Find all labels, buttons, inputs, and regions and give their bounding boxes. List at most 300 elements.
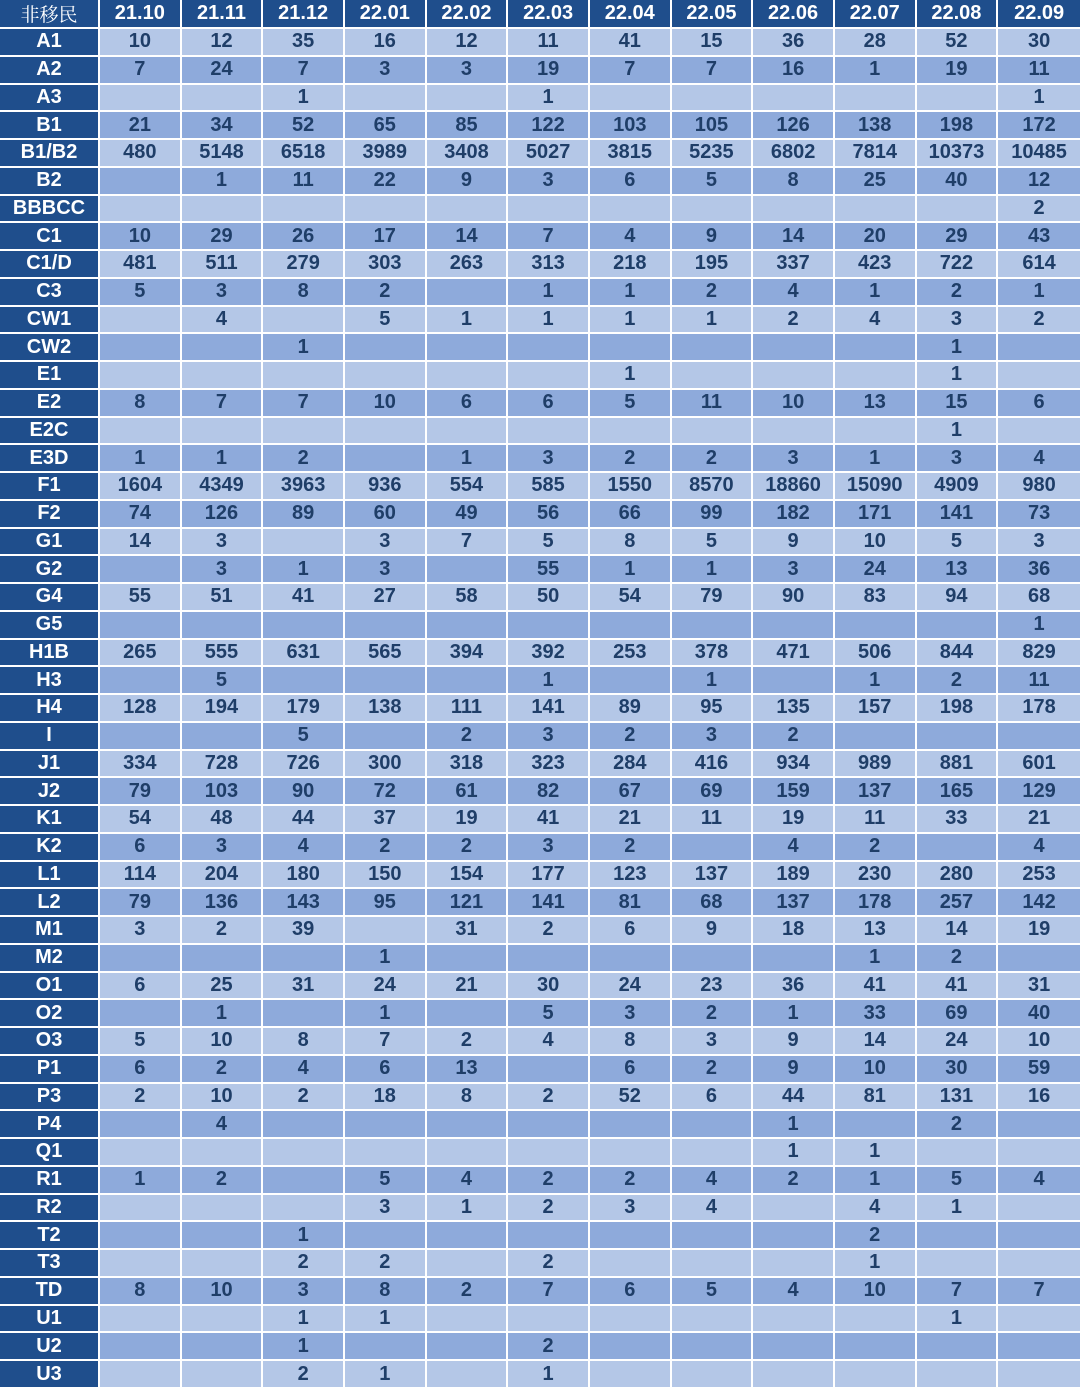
- count-cell: 1: [590, 279, 672, 307]
- count-cell: [917, 612, 999, 640]
- count-cell: 10: [345, 390, 427, 418]
- count-cell: 6: [100, 973, 182, 1001]
- visa-type-label: J1: [0, 751, 100, 779]
- count-cell: 2: [508, 1084, 590, 1112]
- count-cell: 29: [182, 223, 264, 251]
- count-cell: 11: [508, 29, 590, 57]
- count-cell: 10: [100, 223, 182, 251]
- count-cell: 15: [672, 29, 754, 57]
- visa-type-label: R2: [0, 1195, 100, 1223]
- visa-type-label: R1: [0, 1167, 100, 1195]
- count-cell: 284: [590, 751, 672, 779]
- count-cell: 7: [998, 1278, 1080, 1306]
- count-cell: 56: [508, 501, 590, 529]
- count-cell: 79: [100, 889, 182, 917]
- count-cell: [182, 196, 264, 224]
- visa-type-label: TD: [0, 1278, 100, 1306]
- count-cell: 6: [508, 390, 590, 418]
- count-cell: 2: [917, 945, 999, 973]
- count-cell: 10485: [998, 140, 1080, 168]
- count-cell: 565: [345, 640, 427, 668]
- table-row: [0, 612, 1080, 640]
- visa-type-label: J2: [0, 778, 100, 806]
- count-cell: 180: [263, 862, 345, 890]
- count-cell: 2: [427, 1278, 509, 1306]
- count-cell: 5: [100, 279, 182, 307]
- table-row: [0, 418, 1080, 446]
- count-cell: 3: [182, 556, 264, 584]
- count-cell: [427, 1222, 509, 1250]
- count-cell: [263, 362, 345, 390]
- count-cell: [998, 1306, 1080, 1334]
- count-cell: 1: [835, 57, 917, 85]
- count-cell: 19: [427, 806, 509, 834]
- count-cell: 27: [345, 584, 427, 612]
- count-cell: [182, 418, 264, 446]
- count-cell: 178: [998, 695, 1080, 723]
- visa-type-label: P4: [0, 1111, 100, 1139]
- count-cell: 303: [345, 251, 427, 279]
- count-cell: [263, 667, 345, 695]
- count-cell: 8: [263, 279, 345, 307]
- month-header-cell: 22.03: [508, 0, 590, 29]
- count-cell: 50: [508, 584, 590, 612]
- month-header-cell: 22.06: [753, 0, 835, 29]
- count-cell: 5: [508, 529, 590, 557]
- count-cell: [427, 334, 509, 362]
- month-header-cell: 21.12: [263, 0, 345, 29]
- count-cell: [345, 1111, 427, 1139]
- count-cell: [917, 1333, 999, 1361]
- count-cell: 9: [753, 1028, 835, 1056]
- count-cell: 18: [753, 917, 835, 945]
- count-cell: [427, 612, 509, 640]
- count-cell: [753, 1250, 835, 1278]
- count-cell: 829: [998, 640, 1080, 668]
- count-cell: 1: [100, 445, 182, 473]
- count-cell: [263, 307, 345, 335]
- count-cell: 1: [917, 334, 999, 362]
- count-cell: 3963: [263, 473, 345, 501]
- count-cell: 2: [263, 445, 345, 473]
- count-cell: 66: [590, 501, 672, 529]
- count-cell: [100, 1306, 182, 1334]
- count-cell: 1604: [100, 473, 182, 501]
- count-cell: 1: [263, 334, 345, 362]
- count-cell: 1: [672, 307, 754, 335]
- visa-type-label: F2: [0, 501, 100, 529]
- count-cell: [998, 334, 1080, 362]
- count-cell: 1: [998, 85, 1080, 113]
- count-cell: 10: [182, 1028, 264, 1056]
- count-cell: 1: [835, 667, 917, 695]
- count-cell: 14: [427, 223, 509, 251]
- count-cell: 141: [508, 889, 590, 917]
- count-cell: [672, 612, 754, 640]
- count-cell: [753, 667, 835, 695]
- count-cell: 844: [917, 640, 999, 668]
- count-cell: 99: [672, 501, 754, 529]
- count-cell: 74: [100, 501, 182, 529]
- table-row: [0, 1167, 1080, 1195]
- count-cell: 8: [345, 1278, 427, 1306]
- count-cell: 300: [345, 751, 427, 779]
- count-cell: 2: [508, 1333, 590, 1361]
- count-cell: 11: [672, 390, 754, 418]
- count-cell: [998, 1361, 1080, 1389]
- count-cell: 5: [917, 1167, 999, 1195]
- count-cell: [590, 418, 672, 446]
- count-cell: 3: [345, 1195, 427, 1223]
- count-cell: [100, 723, 182, 751]
- count-cell: 5: [508, 1000, 590, 1028]
- count-cell: 554: [427, 473, 509, 501]
- count-cell: 1: [835, 279, 917, 307]
- count-cell: 1: [182, 445, 264, 473]
- table-row: [0, 556, 1080, 584]
- count-cell: 40: [917, 168, 999, 196]
- count-cell: [182, 1195, 264, 1223]
- count-cell: 17: [345, 223, 427, 251]
- count-cell: [590, 85, 672, 113]
- count-cell: 5: [917, 529, 999, 557]
- count-cell: 13: [835, 390, 917, 418]
- count-cell: [182, 1306, 264, 1334]
- count-cell: 194: [182, 695, 264, 723]
- count-cell: 11: [998, 667, 1080, 695]
- count-cell: 2: [753, 307, 835, 335]
- table-row: [0, 695, 1080, 723]
- count-cell: [753, 1222, 835, 1250]
- count-cell: [100, 307, 182, 335]
- count-cell: [263, 418, 345, 446]
- count-cell: 11: [263, 168, 345, 196]
- count-cell: [508, 418, 590, 446]
- count-cell: 230: [835, 862, 917, 890]
- count-cell: 8: [590, 1028, 672, 1056]
- count-cell: [753, 362, 835, 390]
- count-cell: 89: [590, 695, 672, 723]
- count-cell: 3: [753, 556, 835, 584]
- count-cell: 154: [427, 862, 509, 890]
- count-cell: [590, 1250, 672, 1278]
- visa-type-label: I: [0, 723, 100, 751]
- count-cell: 3989: [345, 140, 427, 168]
- count-cell: [917, 834, 999, 862]
- visa-type-label: CW1: [0, 307, 100, 335]
- visa-type-label: E1: [0, 362, 100, 390]
- count-cell: 157: [835, 695, 917, 723]
- count-cell: 4: [835, 307, 917, 335]
- visa-type-label: P3: [0, 1084, 100, 1112]
- count-cell: 5: [590, 390, 672, 418]
- count-cell: [345, 1333, 427, 1361]
- count-cell: 3: [263, 1278, 345, 1306]
- count-cell: [345, 445, 427, 473]
- count-cell: 8570: [672, 473, 754, 501]
- count-cell: [508, 1139, 590, 1167]
- count-cell: 280: [917, 862, 999, 890]
- count-cell: 20: [835, 223, 917, 251]
- count-cell: 69: [672, 778, 754, 806]
- count-cell: 16: [998, 1084, 1080, 1112]
- count-cell: 35: [263, 29, 345, 57]
- count-cell: 2: [917, 667, 999, 695]
- count-cell: [590, 1306, 672, 1334]
- table-row: [0, 57, 1080, 85]
- count-cell: 3: [508, 723, 590, 751]
- count-cell: [835, 196, 917, 224]
- count-cell: 15: [917, 390, 999, 418]
- count-cell: [508, 1222, 590, 1250]
- table-row: [0, 1195, 1080, 1223]
- visa-type-label: A1: [0, 29, 100, 57]
- count-cell: 2: [917, 1111, 999, 1139]
- table-row: [0, 1139, 1080, 1167]
- visa-type-label: P1: [0, 1056, 100, 1084]
- count-cell: 6: [590, 917, 672, 945]
- visa-type-label: O2: [0, 1000, 100, 1028]
- count-cell: 13: [427, 1056, 509, 1084]
- count-cell: [508, 945, 590, 973]
- count-cell: 25: [182, 973, 264, 1001]
- count-cell: 3: [182, 834, 264, 862]
- count-cell: 4: [590, 223, 672, 251]
- count-cell: [672, 1250, 754, 1278]
- count-cell: 122: [508, 112, 590, 140]
- table-row: [0, 667, 1080, 695]
- visa-type-label: U2: [0, 1333, 100, 1361]
- count-cell: 423: [835, 251, 917, 279]
- count-cell: [182, 1361, 264, 1389]
- count-cell: 1: [835, 1167, 917, 1195]
- count-cell: [427, 945, 509, 973]
- count-cell: 37: [345, 806, 427, 834]
- count-cell: [100, 1250, 182, 1278]
- count-cell: 12: [998, 168, 1080, 196]
- count-cell: 2: [345, 834, 427, 862]
- count-cell: [263, 1167, 345, 1195]
- count-cell: 265: [100, 640, 182, 668]
- visa-type-label: BBBCC: [0, 196, 100, 224]
- count-cell: 52: [590, 1084, 672, 1112]
- count-cell: [427, 556, 509, 584]
- table-row: [0, 945, 1080, 973]
- count-cell: [590, 945, 672, 973]
- count-cell: 4: [427, 1167, 509, 1195]
- table-row: [0, 973, 1080, 1001]
- count-cell: [100, 556, 182, 584]
- count-cell: [345, 418, 427, 446]
- count-cell: 55: [100, 584, 182, 612]
- count-cell: 6: [590, 1056, 672, 1084]
- visa-type-label: T3: [0, 1250, 100, 1278]
- count-cell: [182, 1333, 264, 1361]
- count-cell: 257: [917, 889, 999, 917]
- count-cell: 178: [835, 889, 917, 917]
- count-cell: 31: [427, 917, 509, 945]
- count-cell: 1: [508, 307, 590, 335]
- table-row: [0, 473, 1080, 501]
- table-row: [0, 85, 1080, 113]
- count-cell: 2: [263, 1084, 345, 1112]
- count-cell: 1: [917, 1306, 999, 1334]
- count-cell: 24: [835, 556, 917, 584]
- table-row: [0, 1222, 1080, 1250]
- visa-type-label: H1B: [0, 640, 100, 668]
- count-cell: [753, 334, 835, 362]
- count-cell: [427, 1000, 509, 1028]
- count-cell: 141: [917, 501, 999, 529]
- visa-type-label: K2: [0, 834, 100, 862]
- count-cell: 67: [590, 778, 672, 806]
- count-cell: 2: [672, 445, 754, 473]
- count-cell: 3: [590, 1195, 672, 1223]
- count-cell: 15090: [835, 473, 917, 501]
- table-row: [0, 862, 1080, 890]
- count-cell: 165: [917, 778, 999, 806]
- count-cell: 726: [263, 751, 345, 779]
- count-cell: [998, 945, 1080, 973]
- count-cell: 1: [508, 279, 590, 307]
- table-row: [0, 1000, 1080, 1028]
- count-cell: 135: [753, 695, 835, 723]
- count-cell: 49: [427, 501, 509, 529]
- count-cell: [508, 334, 590, 362]
- count-cell: [345, 334, 427, 362]
- count-cell: 36: [753, 973, 835, 1001]
- count-cell: 3: [345, 57, 427, 85]
- visa-type-label: G5: [0, 612, 100, 640]
- count-cell: 614: [998, 251, 1080, 279]
- count-cell: 1: [917, 1195, 999, 1223]
- count-cell: 3408: [427, 140, 509, 168]
- count-cell: [263, 612, 345, 640]
- count-cell: 7: [427, 529, 509, 557]
- count-cell: 13: [835, 917, 917, 945]
- count-cell: 5: [345, 307, 427, 335]
- count-cell: 7: [263, 390, 345, 418]
- count-cell: 79: [100, 778, 182, 806]
- table-body: [0, 29, 1080, 1389]
- count-cell: 555: [182, 640, 264, 668]
- table-row: [0, 778, 1080, 806]
- count-cell: 28: [835, 29, 917, 57]
- count-cell: [590, 612, 672, 640]
- count-cell: 8: [100, 1278, 182, 1306]
- count-cell: 60: [345, 501, 427, 529]
- count-cell: 980: [998, 473, 1080, 501]
- count-cell: 5148: [182, 140, 264, 168]
- count-cell: 378: [672, 640, 754, 668]
- count-cell: 8: [590, 529, 672, 557]
- visa-type-label: C3: [0, 279, 100, 307]
- count-cell: [917, 1361, 999, 1389]
- count-cell: 9: [753, 529, 835, 557]
- count-cell: 989: [835, 751, 917, 779]
- count-cell: 6802: [753, 140, 835, 168]
- count-cell: 7814: [835, 140, 917, 168]
- count-cell: [100, 667, 182, 695]
- count-cell: 36: [753, 29, 835, 57]
- count-cell: 881: [917, 751, 999, 779]
- count-cell: [917, 85, 999, 113]
- count-cell: 3: [672, 1028, 754, 1056]
- count-cell: 14: [835, 1028, 917, 1056]
- count-cell: 90: [753, 584, 835, 612]
- count-cell: 9: [427, 168, 509, 196]
- table-row: [0, 279, 1080, 307]
- count-cell: [672, 1333, 754, 1361]
- count-cell: [590, 1139, 672, 1167]
- visa-type-label: O3: [0, 1028, 100, 1056]
- count-cell: 2: [182, 1167, 264, 1195]
- count-cell: 90: [263, 778, 345, 806]
- count-cell: 126: [753, 112, 835, 140]
- count-cell: 10: [835, 529, 917, 557]
- count-cell: 24: [590, 973, 672, 1001]
- count-cell: 48: [182, 806, 264, 834]
- count-cell: [835, 1306, 917, 1334]
- count-cell: 31: [263, 973, 345, 1001]
- count-cell: [182, 1139, 264, 1167]
- visa-type-label: L1: [0, 862, 100, 890]
- count-cell: 2: [427, 723, 509, 751]
- count-cell: [835, 723, 917, 751]
- count-cell: 6: [590, 1278, 672, 1306]
- visa-type-label: E3D: [0, 445, 100, 473]
- count-cell: [835, 1111, 917, 1139]
- count-cell: [345, 723, 427, 751]
- count-cell: 2: [263, 1361, 345, 1389]
- count-cell: [835, 418, 917, 446]
- count-cell: 141: [508, 695, 590, 723]
- count-cell: 1: [263, 1222, 345, 1250]
- count-cell: 137: [753, 889, 835, 917]
- count-cell: 69: [917, 1000, 999, 1028]
- count-cell: 44: [753, 1084, 835, 1112]
- count-cell: [345, 362, 427, 390]
- count-cell: 2: [590, 834, 672, 862]
- count-cell: 337: [753, 251, 835, 279]
- count-cell: [672, 1361, 754, 1389]
- count-cell: 81: [835, 1084, 917, 1112]
- table-row: [0, 1028, 1080, 1056]
- count-cell: [672, 1111, 754, 1139]
- count-cell: [753, 1306, 835, 1334]
- visa-type-label: B1: [0, 112, 100, 140]
- count-cell: 8: [427, 1084, 509, 1112]
- count-cell: 7: [345, 1028, 427, 1056]
- table-row: [0, 362, 1080, 390]
- count-cell: 2: [508, 1167, 590, 1195]
- count-cell: 142: [998, 889, 1080, 917]
- count-cell: 143: [263, 889, 345, 917]
- month-header-cell: 22.07: [835, 0, 917, 29]
- count-cell: 16: [345, 29, 427, 57]
- count-cell: 3: [427, 57, 509, 85]
- count-cell: 4: [998, 445, 1080, 473]
- count-cell: [345, 917, 427, 945]
- count-cell: 3: [182, 279, 264, 307]
- count-cell: 5: [672, 168, 754, 196]
- count-cell: [100, 1195, 182, 1223]
- visa-type-label: Q1: [0, 1139, 100, 1167]
- count-cell: [835, 612, 917, 640]
- count-cell: 1: [100, 1167, 182, 1195]
- count-cell: 1: [917, 418, 999, 446]
- visa-type-label: G4: [0, 584, 100, 612]
